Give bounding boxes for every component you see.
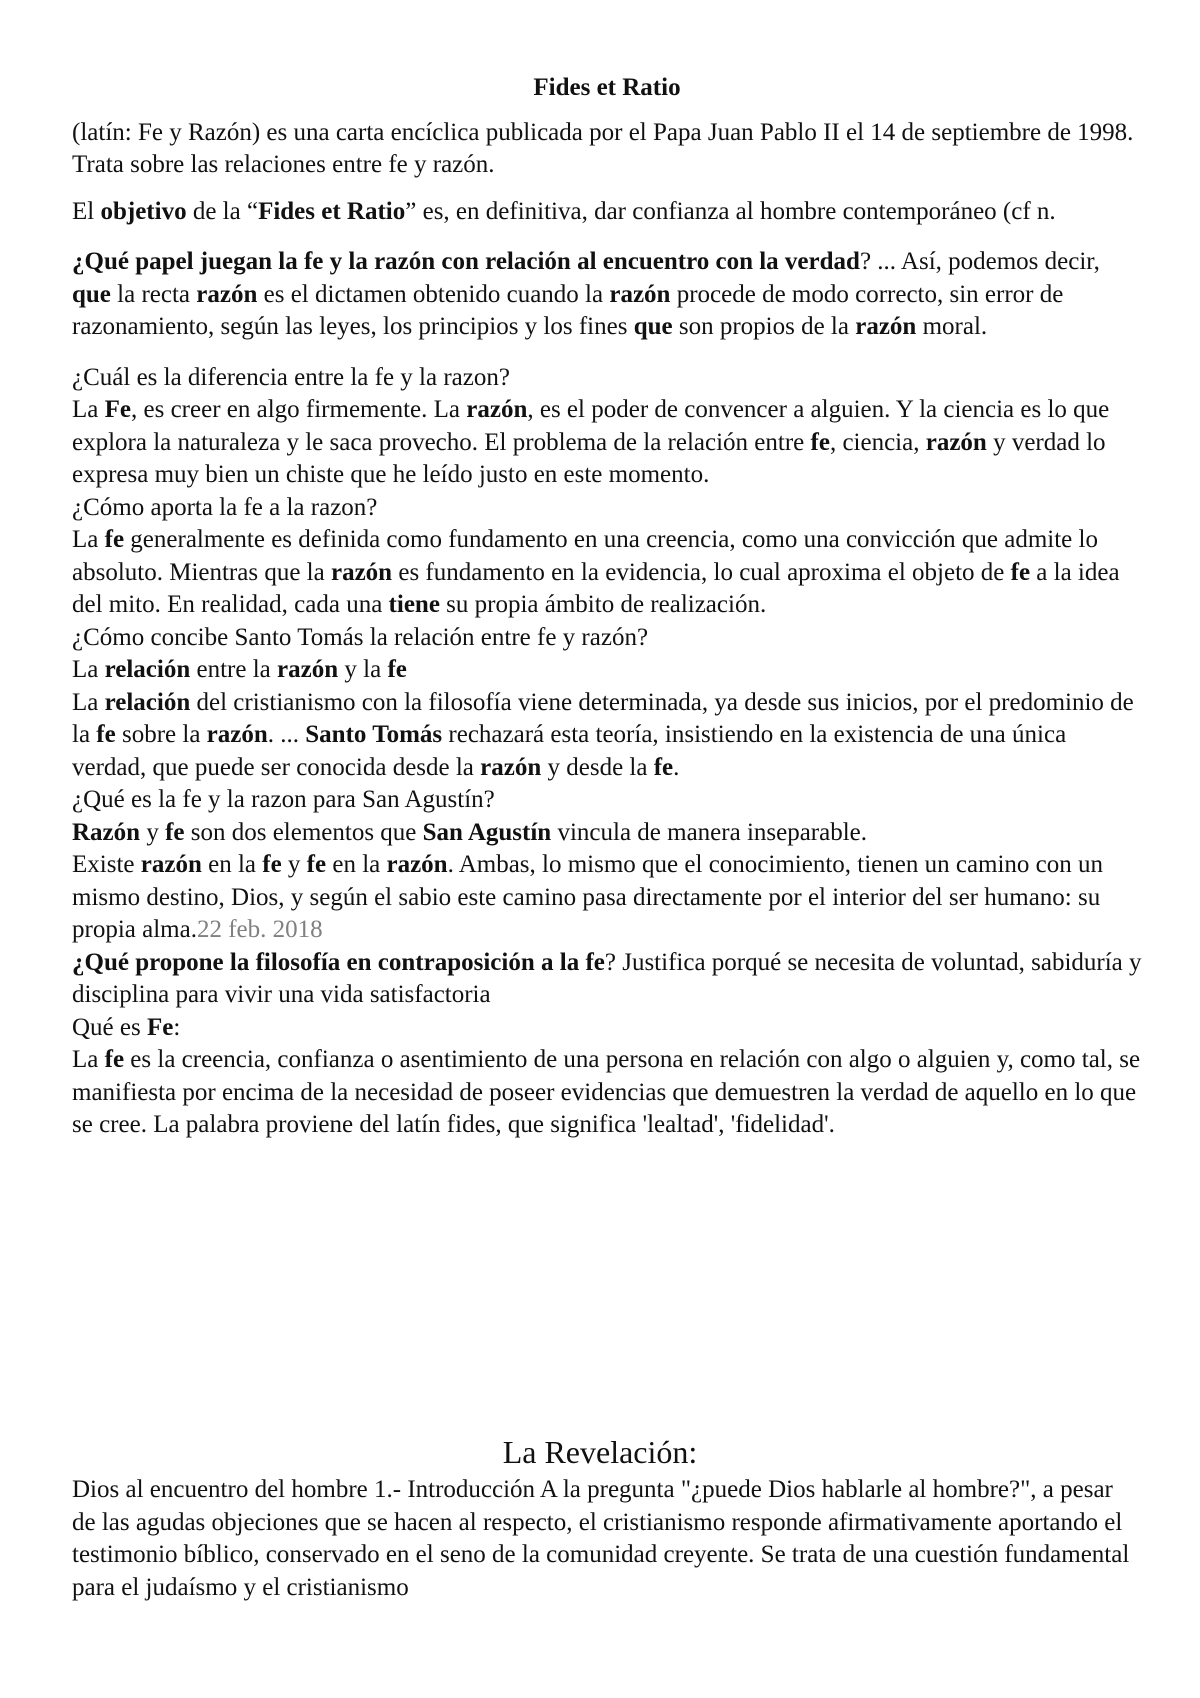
- question-difference: ¿Cuál es la diferencia entre la fe y la razon?: [72, 363, 510, 391]
- question-santo-tomas: ¿Cómo concibe Santo Tomás la relación entre fe y razón?: [72, 623, 649, 651]
- heading-relation: La relación entre la razón y la fe: [72, 656, 407, 683]
- revelacion-paragraph: Dios al encuentro del hombre 1.- Introducción A la pregunta "¿puede Dios hablarle al hombre?", a pesar de las agudas objeciones que se hacen al respecto, el cristianismo responde afirmativamente aportando el testimonio bíblico, conservado en el seno de la comunidad creyente. Se trata de una cuestión fundamental para el judaísmo y el cristianismo: [72, 1476, 1130, 1601]
- question-contribution: ¿Cómo aporta la fe a la razon?: [72, 493, 378, 521]
- answer-san-agustin-1: Razón y fe son dos elementos que San Agustín vincula de manera inseparable.: [72, 818, 868, 846]
- question-philosophy: ¿Qué propone la filosofía en contraposición a la fe? Justifica porqué se necesita de voluntad, sabiduría y disciplina para vivir una vida satisfactoria: [72, 948, 1142, 1008]
- question-san-agustin: ¿Qué es la fe y la razon para San Agustín?: [72, 786, 495, 813]
- answer-san-agustin-2: Existe razón en la fe y fe en la razón. Ambas, lo mismo que el conocimiento, tienen un camino con un mismo destino, Dios, y según el sabio este camino pasa directamente por el interior del ser humano: su propia alma.22 feb. 2018: [72, 851, 1104, 943]
- intro-paragraph: (latín: Fe y Razón) es una carta encíclica publicada por el Papa Juan Pablo II el 14 de septiembre de 1998. Trata sobre las relaciones entre fe y razón.: [72, 118, 1134, 178]
- section-title-revelacion: La Revelación:: [502, 1434, 698, 1470]
- heading-que-es-fe: Qué es Fe:: [72, 1013, 181, 1041]
- answer-difference: La Fe, es creer en algo firmemente. La razón, es el poder de convencer a alguien. Y la ciencia es lo que explora la naturaleza y le saca provecho. El problema de la relación entre fe, ciencia, razón y verdad lo expresa muy bien un chiste que he leído justo en este momento.: [72, 396, 1110, 488]
- question-role-of-faith-reason: ¿Qué papel juegan la fe y la razón con relación al encuentro con la verdad? ... Así, podemos decir, que la recta razón es el dictamen obtenido cuando la razón procede de modo correcto, sin error de razonamiento, según las leyes, los principios y los fines que son propios de la razón moral.: [72, 248, 1100, 340]
- source-date: 22 feb. 2018: [196, 916, 323, 943]
- answer-contribution: La fe generalmente es definida como fundamento en una creencia, como una convicción que admite lo absoluto. Mientras que la razón es fundamento en la evidencia, lo cual aproxima el objeto de fe a la idea del mito. En realidad, cada una tiene su propia ámbito de realización.: [72, 526, 1120, 618]
- objective-paragraph: El objetivo de la “Fides et Ratio” es, en definitiva, dar confianza al hombre contemporáneo (cf n.: [72, 197, 1056, 225]
- answer-santo-tomas: La relación del cristianismo con la filosofía viene determinada, ya desde sus inicios, por el predominio de la fe sobre la razón. ... Santo Tomás rechazará esta teoría, insistiendo en la existencia de una única verdad, que puede ser conocida desde la razón y desde la fe.: [72, 688, 1134, 781]
- page-title: Fides et Ratio: [533, 74, 681, 101]
- answer-que-es-fe: La fe es la creencia, confianza o asentimiento de una persona en relación con algo o alguien y, como tal, se manifiesta por encima de la necesidad de poseer evidencias que demuestren la verdad de aquello en lo que se cree. La palabra proviene del latín fides, que significa 'lealtad', 'fidelidad'.: [72, 1046, 1141, 1138]
- document-body: [72, 72, 1142, 1142]
